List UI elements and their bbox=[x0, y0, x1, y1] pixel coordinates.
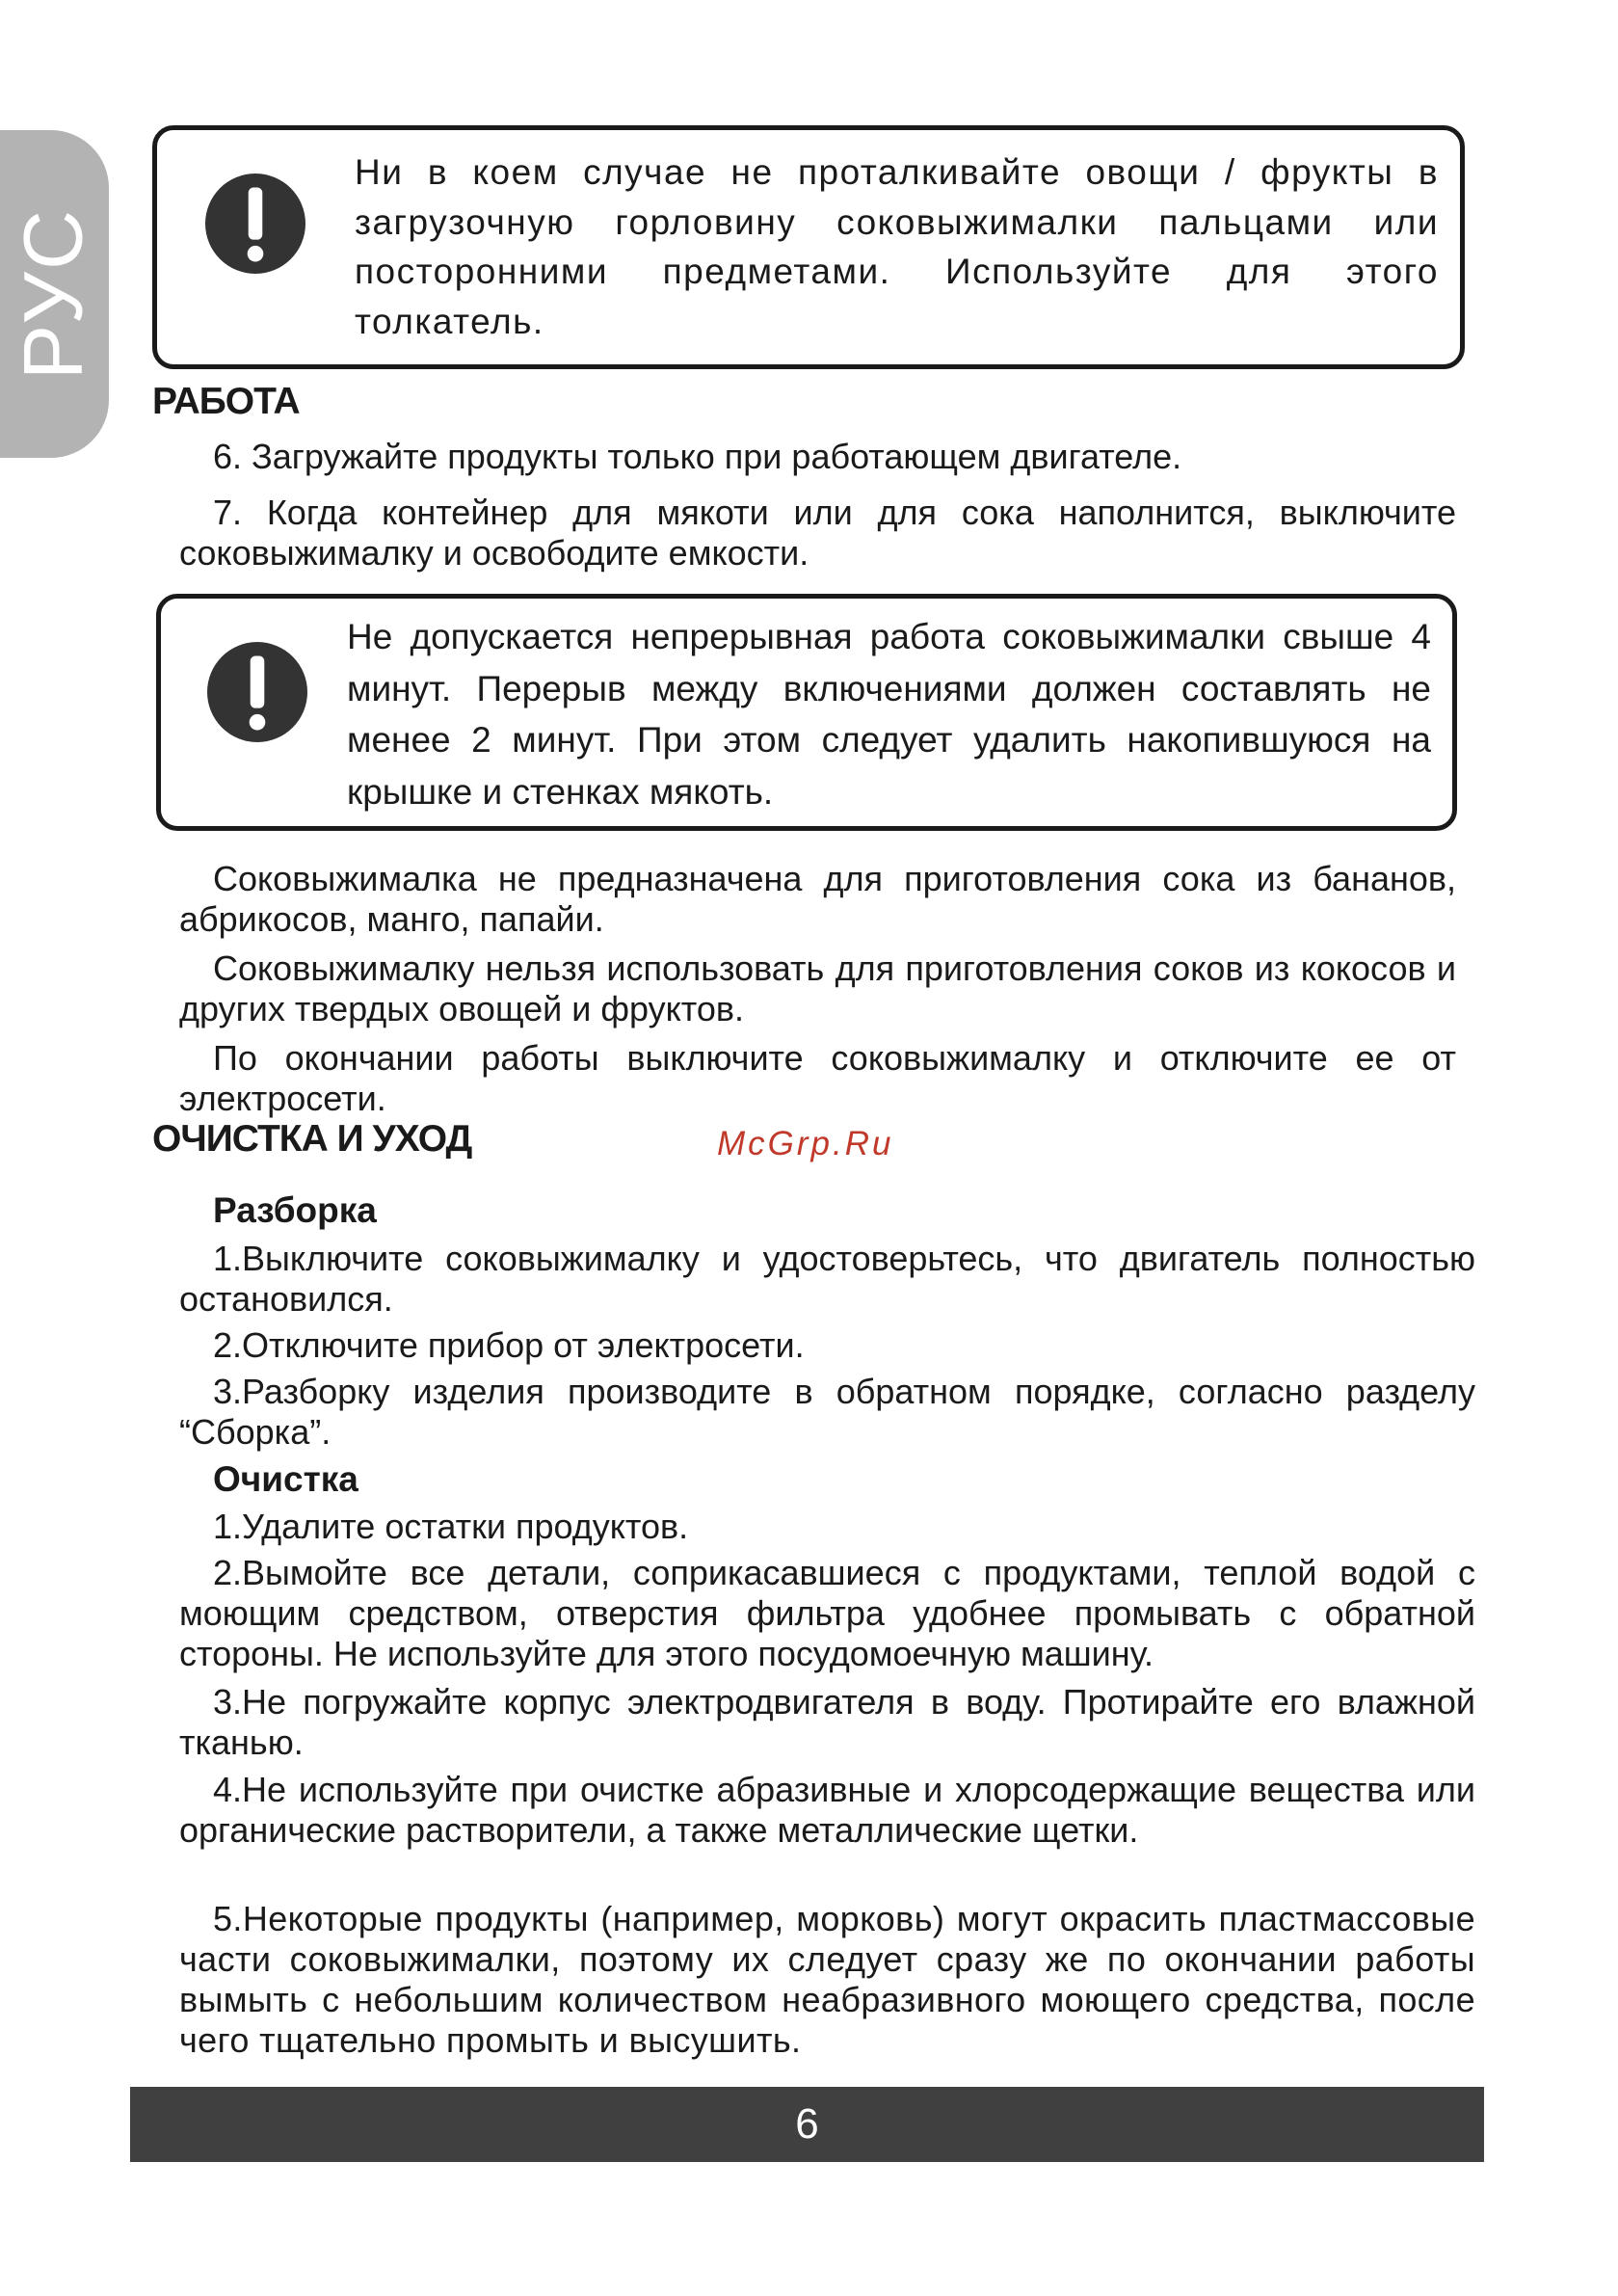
cleaning-item: 3.Не погружайте корпус электродвигателя в воду. Протирайте его влажной тканью. bbox=[179, 1682, 1475, 1762]
exclamation-icon bbox=[205, 174, 305, 274]
operation-item: 6. Загружайте продукты только при работающем двигателе. bbox=[213, 437, 1182, 476]
disassembly-item: 3.Разборку изделия производите в обратном порядке, согласно разделу “Сборка”. bbox=[179, 1372, 1475, 1452]
language-tab-label: РУС bbox=[7, 207, 100, 381]
language-tab bbox=[0, 130, 109, 458]
cleaning-item: 1.Удалите остатки продуктов. bbox=[213, 1507, 689, 1546]
warning-box-pusher bbox=[152, 125, 1465, 369]
page-number: 6 bbox=[795, 2100, 819, 2148]
operation-note: Соковыжималка не предназначена для приготовления сока из бананов, абрикосов, манго, папайи. bbox=[179, 859, 1456, 939]
subheading-disassembly: Разборка bbox=[213, 1190, 377, 1230]
subheading-cleaning: Очистка bbox=[213, 1459, 358, 1499]
disassembly-item: 1.Выключите соковыжималку и удостоверьтесь, что двигатель полностью остановился. bbox=[179, 1239, 1475, 1319]
section-heading-operation: РАБОТА bbox=[152, 381, 300, 422]
cleaning-item: 5.Некоторые продукты (например, морковь) могут окрасить пластмассовые части соковыжималки, поэтому их следует сразу же по окончании работы вымыть с небольшим количеством неабразивного моющего средства, после чего тщательно промыть и высушить. bbox=[179, 1899, 1475, 2060]
section-heading-care: ОЧИСТКА И УХОД bbox=[152, 1118, 472, 1160]
exclamation-icon bbox=[207, 642, 307, 742]
operation-note: Соковыжималку нельзя использовать для приготовления соков из кокосов и других твердых овощей и фруктов. bbox=[179, 948, 1456, 1028]
operation-item: 7. Когда контейнер для мякоти или для сока наполнится, выключите соковыжималку и освободите емкости. bbox=[179, 493, 1456, 573]
cleaning-item: 4.Не используйте при очистке абразивные и хлорсодержащие вещества или органические растворители, а также металлические щетки. bbox=[179, 1770, 1475, 1850]
operation-note: По окончании работы выключите соковыжималку и отключите ее от электросети. bbox=[179, 1038, 1456, 1118]
footer-bar bbox=[130, 2087, 1484, 2162]
cleaning-item: 2.Вымойте все детали, соприкасавшиеся с продуктами, теплой водой с моющим средством, отверстия фильтра удобнее промывать с обратной стороны. Не используйте для этого посудомоечную машину. bbox=[179, 1553, 1475, 1673]
watermark: McGrp.Ru bbox=[717, 1125, 894, 1162]
disassembly-item: 2.Отключите прибор от электросети. bbox=[213, 1325, 805, 1365]
warning-text: Ни в коем случае не проталкивайте овощи / фрукты в загрузочную горловину соковыжималки пальцами или посторонними предметами. Используйте для этого толкатель. bbox=[355, 152, 1439, 341]
warning-text: Не допускается непрерывная работа соковыжималки свыше 4 минут. Перерыв между включениями должен составлять не менее 2 минут. При этом следует удалить накопившуюся на крышке и стенках мякоть. bbox=[347, 617, 1431, 812]
warning-box-runtime bbox=[156, 594, 1457, 831]
